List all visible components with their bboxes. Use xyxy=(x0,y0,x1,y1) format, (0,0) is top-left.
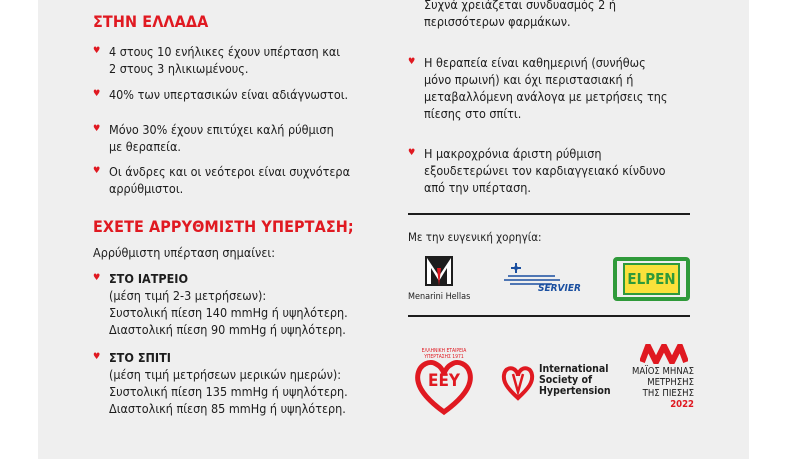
bullet-line: Διαστολική πίεση 85 mmHg ή υψηλότερη. xyxy=(109,401,346,416)
right-column: Συχνά χρειάζεται συνδυασμός 2 ή περισσότερων φαρμάκων. ♥ Η θεραπεία είναι καθημερινή (συνήθως μόνο πρωινή) και όχι περιστασιακή ή μεταβαλλόμενη ανάλογα με μετρήσεις της πίεσης στο σπίτι. ♥ Η μακροχρόνια άριστη ρύθμιση εξουδετερώνει τον καρδιαγγειακό κίνδυνο από την υπέρταση. Με την ευγενική χορηγία: Menarini Hellas SERVIER ELPEN ΕΛΛΗΝΙΚΗ ΕΤΑΙΡΕΙΑ ΥΠΕΡΤΑΣΗΣ 1971 ΕΕΥ International Society of Hypertension ΜΑΪΟΣ ΜΗΝΑΣ ΜΕΤΡΗΣΗΣ ΤΗΣ ΠΙΕΣΗΣ 2022 xyxy=(408,0,698,459)
ish-heart-icon xyxy=(501,362,535,402)
servier-logo xyxy=(500,262,590,298)
divider xyxy=(408,213,690,215)
heart-bullet-icon: ♥ xyxy=(93,273,101,283)
mmm-name: ΜΑΪΟΣ ΜΗΝΑΣ ΜΕΤΡΗΣΗΣ ΤΗΣ ΠΙΕΣΗΣ 2022 xyxy=(631,366,694,410)
section-title-office: ΣΤΟ ΙΑΤΡΕΙΟ xyxy=(109,271,189,286)
menarini-logo xyxy=(408,256,474,304)
elpen-name: ELPEN xyxy=(627,270,676,288)
section-title-home: ΣΤΟ ΣΠΙΤΙ xyxy=(109,350,171,365)
eey-ring-text: ΕΛΛΗΝΙΚΗ ΕΤΑΙΡΕΙΑ ΥΠΕΡΤΑΣΗΣ 1971 xyxy=(421,348,467,360)
mmm-mark-icon xyxy=(640,344,688,364)
menarini-name: Menarini Hellas xyxy=(408,292,471,302)
bullet-line: με θεραπεία. xyxy=(109,139,181,154)
heading-uncontrolled-hypertension: ΕΧΕΤΕ ΑΡΡΥΘΜΙΣΤΗ ΥΠΕΡΤΑΣΗ; xyxy=(93,217,354,236)
heart-bullet-icon: ♥ xyxy=(93,89,101,99)
heart-bullet-icon: ♥ xyxy=(93,352,101,362)
heart-bullet-icon: ♥ xyxy=(93,124,101,134)
ish-logo xyxy=(501,362,611,402)
bullet-line: Συστολική πίεση 135 mmHg ή υψηλότερη. xyxy=(109,384,348,399)
divider xyxy=(408,315,690,317)
left-column xyxy=(93,0,393,459)
bullet-line: Διαστολική πίεση 90 mmHg ή υψηλότερη. xyxy=(109,322,346,337)
intro-text: Αρρύθμιστη υπέρταση σημαίνει: xyxy=(93,245,276,260)
bullet-line: 2 στους 3 ηλικιωμένους. xyxy=(109,61,249,76)
heart-bullet-icon: ♥ xyxy=(408,148,416,158)
eey-logo xyxy=(408,344,480,418)
heart-bullet-icon: ♥ xyxy=(408,57,416,67)
servier-name: SERVIER xyxy=(538,283,581,294)
sponsor-label: Με την ευγενική χορηγία: xyxy=(408,230,542,244)
bullet-line: (μέση τιμή μετρήσεων μερικών ημερών): xyxy=(109,367,342,382)
ish-name: International Society of Hypertension xyxy=(539,363,611,397)
bullet-line: αρρύθμιστοι. xyxy=(109,181,184,196)
bullet-line: 4 στους 10 ενήλικες έχουν υπέρταση και xyxy=(109,44,341,59)
bullet-line: (μέση τιμή 2-3 μετρήσεων): xyxy=(109,288,267,303)
bullet-line: Οι άνδρες και οι νεότεροι είναι συχνότερα xyxy=(109,164,350,179)
heart-bullet-icon: ♥ xyxy=(93,166,101,176)
elpen-logo xyxy=(613,257,690,301)
bullet-line: Συστολική πίεση 140 mmHg ή υψηλότερη. xyxy=(109,305,348,320)
heading-in-greece: ΣΤΗΝ ΕΛΛΑΔΑ xyxy=(93,12,209,31)
eey-mark: ΕΕΥ xyxy=(428,371,460,391)
mmm-logo xyxy=(620,344,694,418)
bullet-line: Μόνο 30% έχουν επιτύχει καλή ρύθμιση xyxy=(109,122,334,137)
continued-text: Συχνά χρειάζεται συνδυασμός 2 ή περισσότερων φαρμάκων. xyxy=(424,0,616,29)
heart-bullet-icon: ♥ xyxy=(93,46,101,56)
bullet-line: 40% των υπερτασικών είναι αδιάγνωστοι. xyxy=(109,87,349,102)
